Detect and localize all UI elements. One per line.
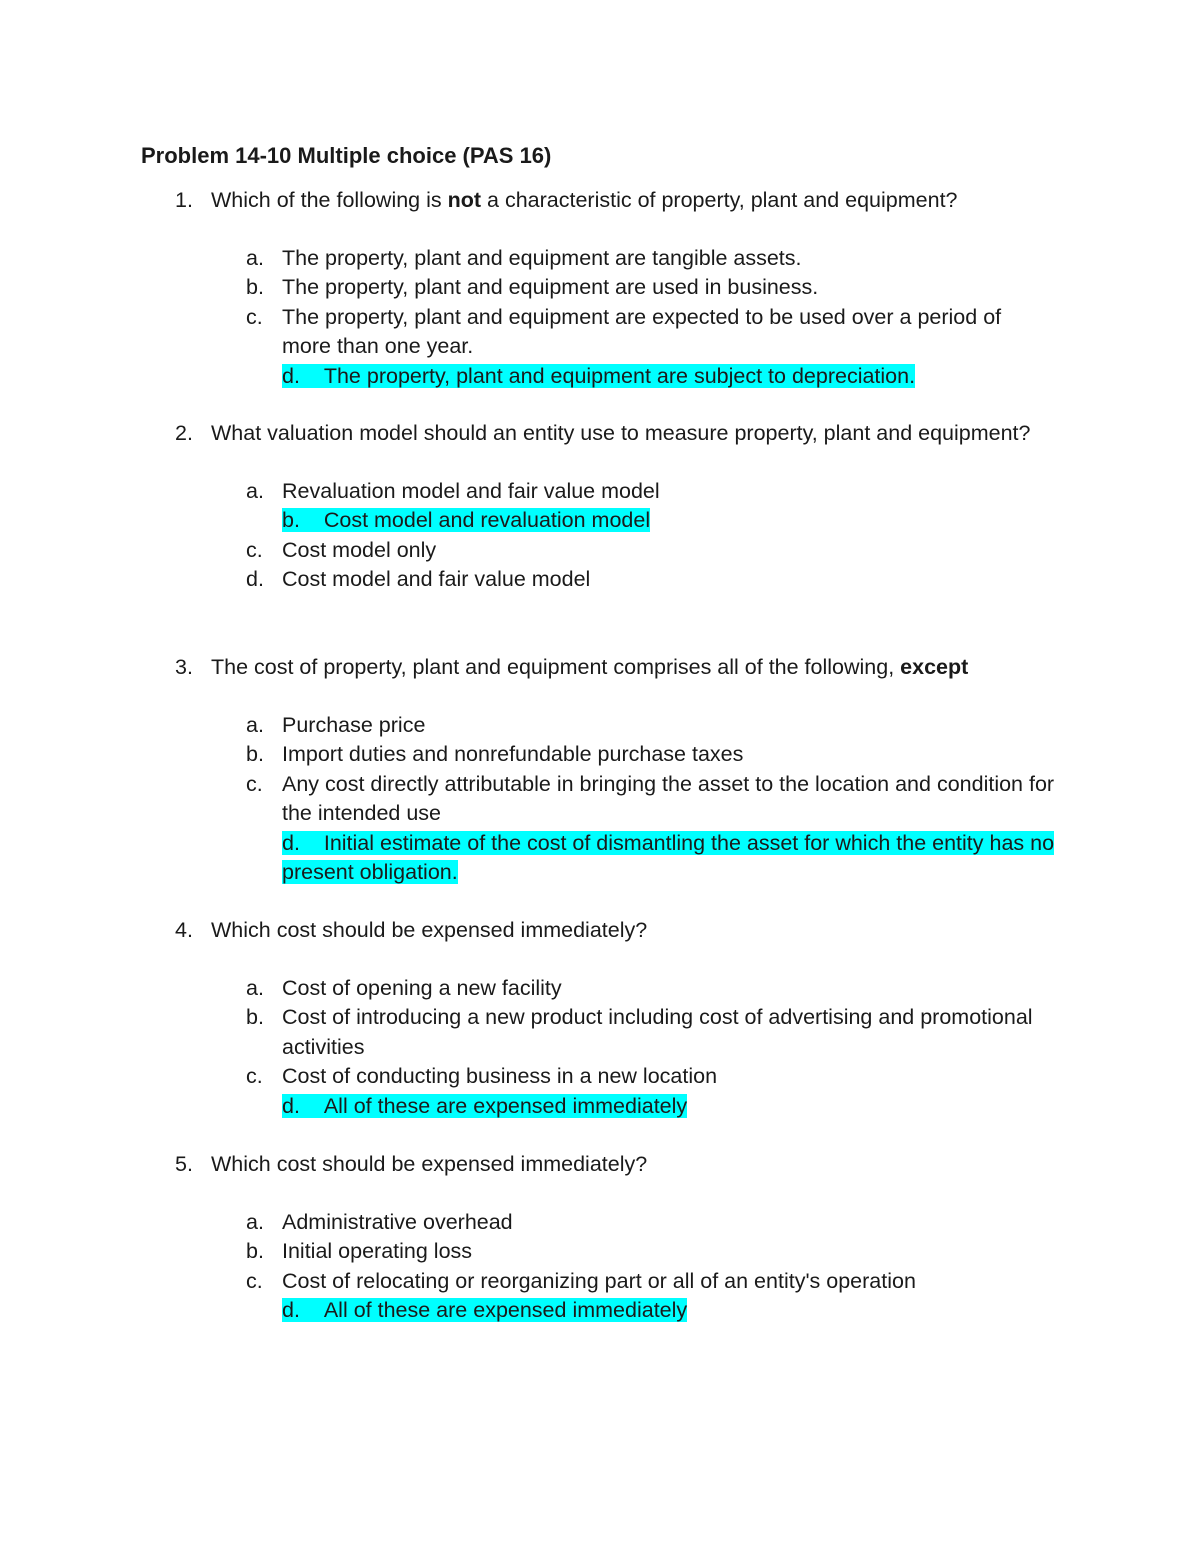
option-text: Cost of opening a new facility [282, 975, 562, 1000]
question-number: 1. [175, 188, 193, 212]
question-number: 4. [175, 918, 193, 942]
option-text: Purchase price [282, 712, 426, 737]
option-text: Any cost directly attributable in bringing the asset to the location and condition for the intended use [282, 771, 1055, 825]
option-text: Cost of introducing a new product including cost of advertising and promotional activities [282, 1005, 1033, 1059]
option-text: The property, plant and equipment are subject to depreciation. [323, 363, 916, 388]
option-text: Cost model and revaluation model [323, 508, 651, 532]
option-list [246, 974, 1055, 1122]
option-text: Revaluation model and fair value model [282, 478, 660, 503]
question-1 [175, 186, 1055, 391]
option-list [246, 244, 1055, 392]
option-a: a. Revaluation model and fair value model [246, 478, 660, 503]
option-text: Import duties and nonrefundable purchase taxes [282, 742, 744, 766]
option-b: b. Initial operating loss [246, 1239, 473, 1263]
option-d: d. Cost model and fair value model [246, 567, 591, 591]
option-text: The property, plant and equipment are tangible assets. [282, 245, 802, 270]
option-list [246, 1208, 1055, 1326]
answer-highlight: d. Initial estimate of the cost of dismantling the asset for which the entity has no present obligation. [282, 830, 1055, 884]
answer-highlight: d. The property, plant and equipment are subject to depreciation. [282, 363, 916, 388]
option-text: All of these are expensed immediately [323, 1093, 688, 1118]
option-d-answer [246, 1296, 1055, 1326]
option-text: Administrative overhead [282, 1209, 513, 1234]
question-text: Which of the following is not a characteristic of property, plant and equipment? [211, 188, 958, 212]
option-text: The property, plant and equipment are used in business. [282, 275, 819, 299]
option-d-answer [246, 362, 1055, 392]
option-a: a. Purchase price [246, 712, 426, 737]
answer-highlight: d. All of these are expensed immediately [282, 1093, 688, 1118]
option-c: c. Cost of relocating or reorganizing part or all of an entity's operation [246, 1268, 916, 1293]
option-b: b. Cost of introducing a new product including cost of advertising and promotional activities [246, 1005, 1033, 1059]
question-number: 5. [175, 1152, 193, 1176]
question-text: Which cost should be expensed immediately? [211, 918, 648, 942]
option-c: c. Any cost directly attributable in bringing the asset to the location and condition for the intended use [246, 771, 1055, 825]
option-text: All of these are expensed immediately [323, 1298, 688, 1322]
question-number: 2. [175, 421, 193, 445]
option-text: Initial estimate of the cost of dismantling the asset for which the entity has no present obligation. [282, 830, 1055, 884]
option-text: The property, plant and equipment are expected to be used over a period of more than one year. [282, 304, 1002, 358]
option-text: Initial operating loss [282, 1239, 473, 1263]
option-text: Cost model only [282, 537, 437, 562]
option-a: a. The property, plant and equipment are tangible assets. [246, 245, 802, 270]
option-b-answer [246, 506, 1055, 536]
option-b: b. The property, plant and equipment are used in business. [246, 275, 819, 299]
option-d-answer [246, 1092, 1055, 1122]
question-3 [175, 653, 1055, 888]
problem-title: Problem 14-10 Multiple choice (PAS 16) [141, 143, 552, 168]
answer-highlight: d. All of these are expensed immediately [282, 1298, 688, 1322]
question-number: 3. [175, 655, 193, 679]
question-2 [175, 419, 1055, 595]
question-5 [175, 1150, 1055, 1326]
answer-highlight: b. Cost model and revaluation model [282, 508, 651, 532]
question-4 [175, 916, 1055, 1121]
question-text: The cost of property, plant and equipment comprises all of the following, except [211, 655, 969, 679]
question-text: What valuation model should an entity use to measure property, plant and equipment? [211, 421, 1031, 445]
emphasis: not [447, 188, 482, 212]
option-list [246, 477, 1055, 595]
option-c: c. Cost model only [246, 537, 437, 562]
option-list [246, 711, 1055, 888]
option-d-answer [246, 829, 1055, 888]
option-b: b. Import duties and nonrefundable purchase taxes [246, 742, 744, 766]
option-a: a. Administrative overhead [246, 1209, 513, 1234]
option-text: Cost model and fair value model [282, 567, 591, 591]
option-text: Cost of conducting business in a new location [282, 1064, 718, 1088]
option-a: a. Cost of opening a new facility [246, 975, 562, 1000]
emphasis: except [900, 655, 969, 679]
option-text: Cost of relocating or reorganizing part or all of an entity's operation [282, 1268, 916, 1293]
option-c: c. The property, plant and equipment are expected to be used over a period of more than one year. [246, 304, 1002, 358]
option-c: c. Cost of conducting business in a new location [246, 1064, 718, 1088]
question-text: Which cost should be expensed immediately? [211, 1152, 648, 1176]
